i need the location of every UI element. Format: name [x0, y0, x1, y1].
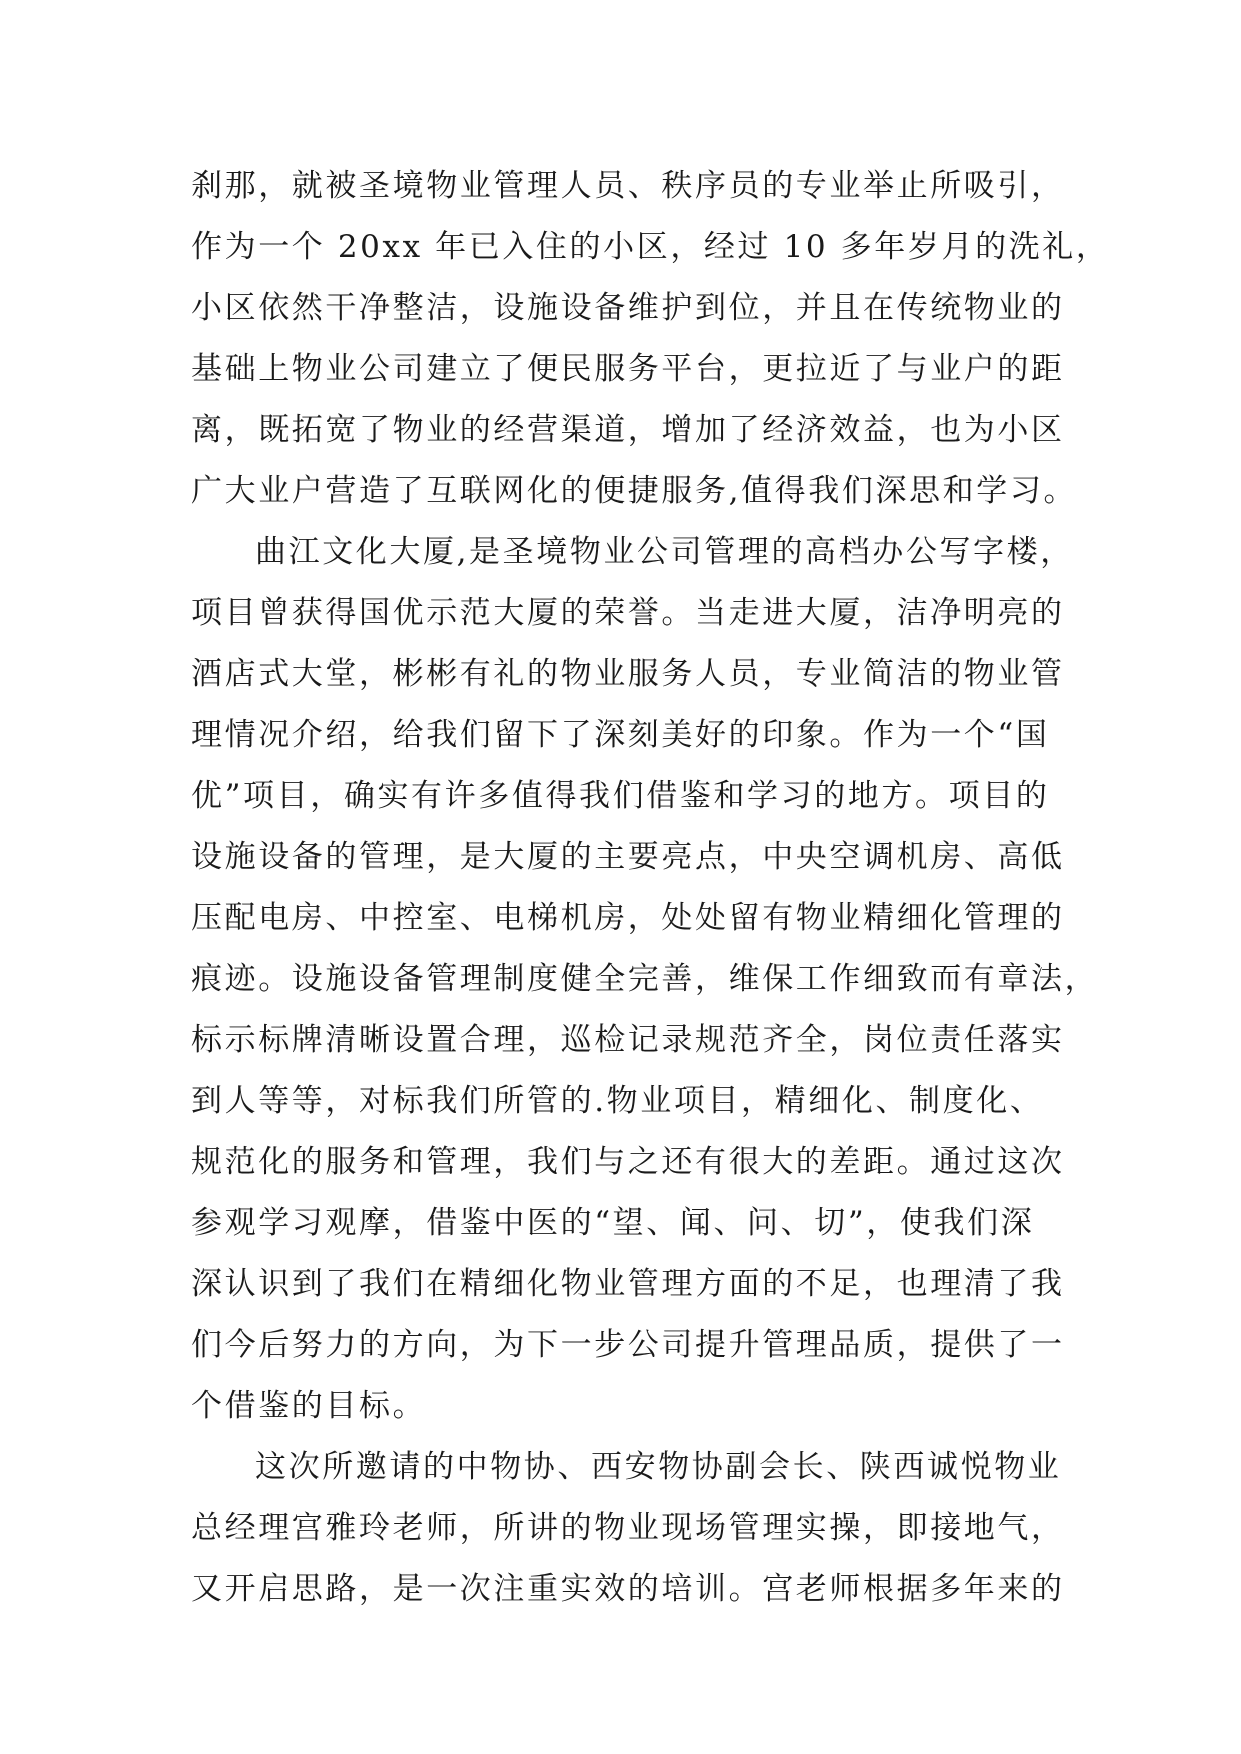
text-line: 优”项目，确实有许多值得我们借鉴和学习的地方。项目的	[191, 778, 1050, 814]
text-line: 深认识到了我们在精细化物业管理方面的不足，也理清了我	[191, 1266, 1065, 1302]
text-line: 小区依然干净整洁，设施设备维护到位，并且在传统物业的	[191, 290, 1065, 326]
text-line: 作为一个 20xx 年已入住的小区，经过 10 多年岁月的洗礼，	[191, 229, 1110, 265]
text-line: 规范化的服务和管理，我们与之还有很大的差距。通过这次	[191, 1144, 1065, 1180]
text-line: 总经理宫雅玲老师，所讲的物业现场管理实操，即接地气，	[191, 1510, 1065, 1546]
text-line: 刹那，就被圣境物业管理人员、秩序员的专业举止所吸引，	[191, 168, 1065, 204]
text-line: 离，既拓宽了物业的经营渠道，增加了经济效益，也为小区	[191, 412, 1065, 448]
text-line: 理情况介绍，给我们留下了深刻美好的印象。作为一个“国	[191, 717, 1050, 753]
text-line: 标示标牌清晰设置合理，巡检记录规范齐全，岗位责任落实	[191, 1022, 1065, 1058]
text-line: 酒店式大堂，彬彬有礼的物业服务人员，专业简洁的物业管	[191, 656, 1065, 692]
text-line: 基础上物业公司建立了便民服务平台，更拉近了与业户的距	[191, 351, 1065, 387]
text-line: 压配电房、中控室、电梯机房，处处留有物业精细化管理的	[191, 900, 1065, 936]
text-line: 痕迹。设施设备管理制度健全完善，维保工作细致而有章法，	[191, 961, 1099, 997]
text-line: 设施设备的管理，是大厦的主要亮点，中央空调机房、高低	[191, 839, 1065, 875]
text-line: 参观学习观摩，借鉴中医的“望、闻、问、切”，使我们深	[191, 1205, 1035, 1241]
text-line: 们今后努力的方向，为下一步公司提升管理品质，提供了一	[191, 1327, 1065, 1363]
paragraph-first-line: 曲江文化大厦,是圣境物业公司管理的高档办公写字楼，	[255, 534, 1074, 570]
text-line: 又开启思路，是一次注重实效的培训。宫老师根据多年来的	[191, 1571, 1065, 1607]
text-line: 个借鉴的目标。	[191, 1388, 427, 1424]
body-text	[191, 156, 1110, 1620]
text-line: 广大业户营造了互联网化的便捷服务,值得我们深思和学习。	[191, 473, 1078, 509]
text-line: 项目曾获得国优示范大厦的荣誉。当走进大厦，洁净明亮的	[191, 595, 1065, 631]
text-line: 到人等等，对标我们所管的.物业项目，精细化、制度化、	[191, 1083, 1044, 1119]
paragraph-first-line: 这次所邀请的中物协、西安物协副会长、陕西诚悦物业	[255, 1449, 1062, 1485]
